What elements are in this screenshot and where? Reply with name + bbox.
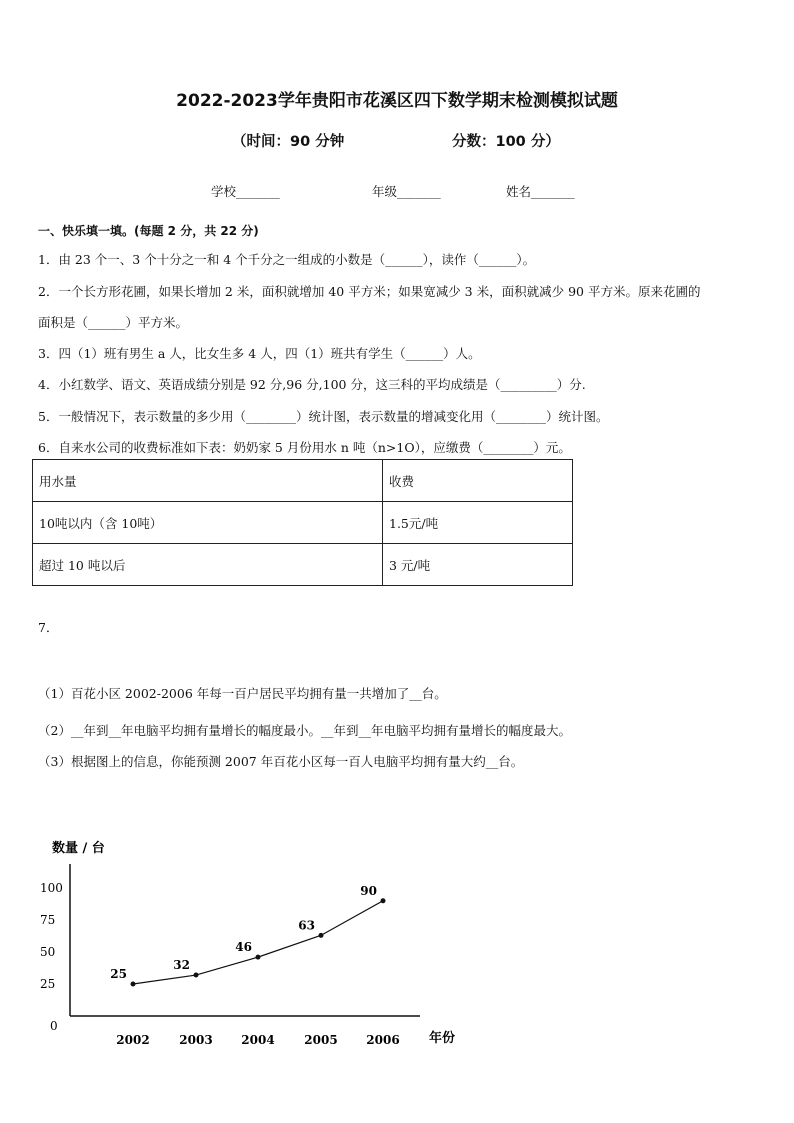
data-label: 46 (235, 940, 252, 955)
question-7-part-2: （2）__年到__年电脑平均拥有量增长的幅度最小。__年到__年电脑平均拥有量增长的幅度最大。 (38, 723, 571, 738)
x-tick-label: 2004 (241, 1033, 275, 1047)
y-tick-label: 75 (40, 913, 56, 927)
table-cell: 1.5元/吨 (383, 502, 573, 544)
x-axis-label: 年份 (429, 1031, 456, 1046)
data-label: 90 (360, 883, 377, 898)
data-label: 25 (110, 967, 127, 981)
data-point (381, 898, 386, 903)
y-tick-label: 100 (40, 881, 63, 895)
series-line (133, 901, 383, 984)
table-cell: 10吨以内（含 10吨） (33, 502, 383, 544)
table-header-cell: 收费 (383, 460, 573, 502)
y-axis-label: 数量 / 台 (52, 841, 105, 856)
grade-field[interactable]: 年级_______ (372, 184, 441, 199)
data-point (131, 982, 136, 987)
x-tick-label: 2005 (304, 1033, 338, 1047)
question-2-line2: 面积是（______）平方米。 (38, 315, 189, 330)
data-point (319, 933, 324, 938)
question-1: 1．由 23 个一、3 个十分之一和 4 个千分之一组成的小数是（______），读作（______）。 (38, 252, 536, 267)
table-cell: 超过 10 吨以后 (33, 544, 383, 586)
question-7-part-1: （1）百花小区 2002-2006 年每一百户居民平均拥有量一共增加了__台。 (38, 686, 447, 701)
y-tick-label: 0 (50, 1019, 58, 1033)
total-score: 分数：100 分） (452, 134, 560, 150)
question-2-line1: 2．一个长方形花圃，如果长增加 2 米，面积就增加 40 平方米；如果宽减少 3 米，面积就减少 90 平方米。原来花圃的 (38, 284, 701, 299)
x-tick-label: 2002 (116, 1033, 150, 1047)
table-header-cell: 用水量 (33, 460, 383, 502)
page-title: 2022-2023学年贵阳市花溪区四下数学期末检测模拟试题 (176, 91, 618, 111)
data-label: 32 (173, 958, 190, 973)
question-7-part-3: （3）根据图上的信息，你能预测 2007 年百花小区每一百人电脑平均拥有量大约__台。 (38, 754, 524, 769)
question-6: 6．自来水公司的收费标准如下表：奶奶家 5 月份用水 n 吨（n>1O），应缴费（________）元。 (38, 440, 571, 455)
table-row (33, 544, 573, 586)
x-tick-label: 2006 (366, 1033, 400, 1047)
y-tick-label: 25 (40, 977, 56, 991)
section-heading: 一、快乐填一填。(每题 2 分，共 22 分) (38, 224, 259, 238)
time-limit: （时间：90 分钟 (232, 134, 345, 150)
data-label: 63 (298, 918, 315, 933)
table-cell: 3 元/吨 (383, 544, 573, 586)
question-4: 4．小红数学、语文、英语成绩分别是 92 分,96 分,100 分，这三科的平均成绩是（_________）分. (38, 377, 586, 392)
question-7: 7． (38, 620, 59, 635)
fee-table (32, 459, 573, 586)
line-chart (0, 820, 794, 1060)
data-point (256, 955, 261, 960)
x-tick-label: 2003 (179, 1033, 213, 1047)
name-field[interactable]: 姓名_______ (506, 184, 575, 199)
data-point (194, 973, 199, 978)
question-3: 3．四（1）班有男生 a 人，比女生多 4 人，四（1）班共有学生（______）人。 (38, 346, 481, 361)
school-field[interactable]: 学校_______ (211, 184, 280, 199)
question-5: 5．一般情况下，表示数量的多少用（________）统计图，表示数量的增减变化用（________）统计图。 (38, 409, 609, 424)
table-row (33, 460, 573, 502)
y-tick-label: 50 (40, 945, 56, 959)
table-row (33, 502, 573, 544)
